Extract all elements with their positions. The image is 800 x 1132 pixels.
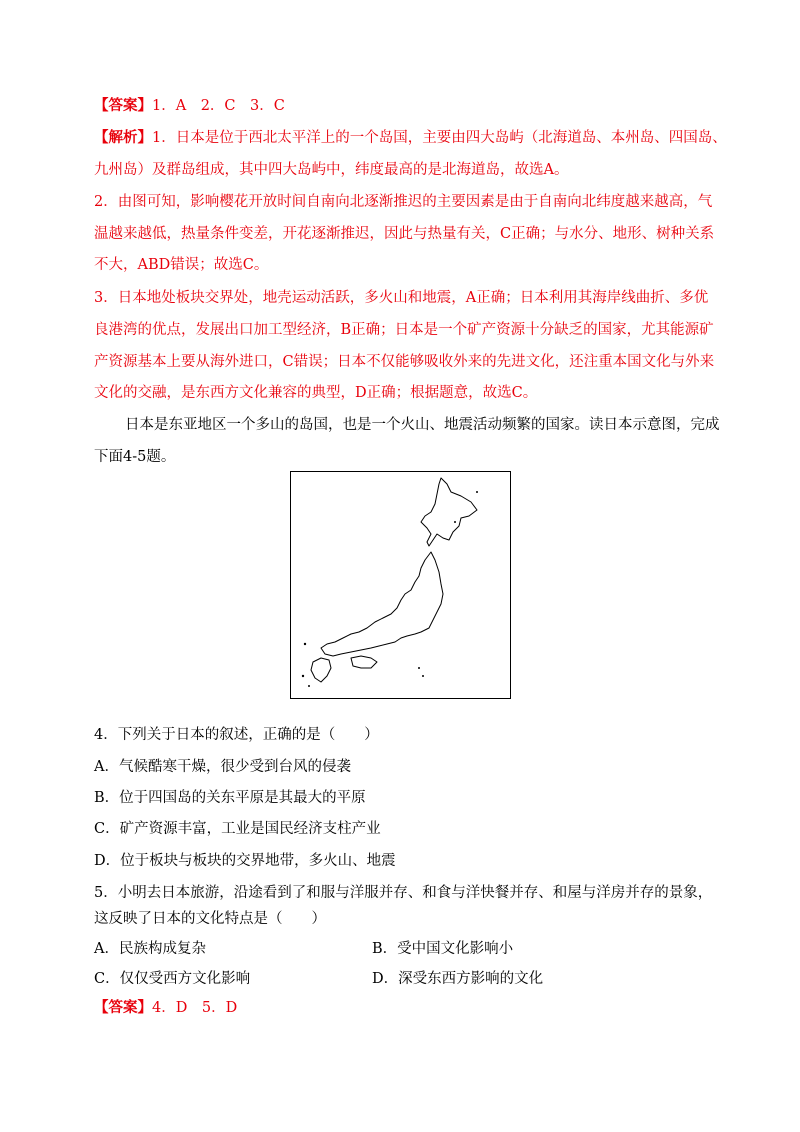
intro-line-1: 日本是东亚地区一个多山的岛国，也是一个火山、地震活动频繁的国家。读日本示意图，完成	[125, 417, 720, 433]
intro-line-2: 下面4-5题。	[94, 449, 176, 465]
japan-map-figure	[290, 471, 511, 699]
answer-line-2	[94, 998, 237, 1018]
analysis-line-9: 文化的交融，是东西方文化兼容的典型，D正确；根据题意，故选C。	[94, 385, 538, 401]
japan-outline-map-icon	[291, 472, 510, 698]
q4-stem: 4．下列关于日本的叙述，正确的是（ ）	[94, 727, 379, 743]
q5-options-row-1	[94, 939, 514, 959]
answer-text: 1．A 2．C 3．C	[152, 98, 285, 114]
analysis-line-7: 良港湾的优点，发展出口加工型经济，B正确；日本是一个矿产资源十分缺乏的国家，尤其能源矿	[94, 322, 714, 338]
q5-option-d: D．深受东西方影响的文化	[372, 971, 544, 987]
analysis-line-6: 3．日本地处板块交界处，地壳运动活跃，多火山和地震，A正确；日本利用其海岸线曲折、多优	[94, 290, 709, 306]
q5-options-row-2	[94, 969, 544, 989]
analysis-line-5: 不大，ABD错误；故选C。	[94, 257, 269, 273]
q4-option-c: C．矿产资源丰富，工业是国民经济支柱产业	[94, 821, 381, 837]
q4-option-b: B．位于四国岛的关东平原是其最大的平原	[94, 790, 366, 806]
analysis-tag: 【解析】	[94, 129, 152, 146]
answer-line-1	[94, 96, 285, 116]
analysis-line-2: 九州岛）及群岛组成，其中四大岛屿中，纬度最高的是北海道岛，故选A。	[94, 162, 569, 178]
analysis-line-3: 2．由图可知，影响樱花开放时间自南向北逐渐推迟的主要因素是由于自南向北纬度越来越高，气	[94, 194, 713, 210]
analysis-line-1	[94, 128, 727, 148]
answer2-text: 4．D 5．D	[152, 1000, 238, 1016]
q5-option-b: B．受中国文化影响小	[372, 941, 514, 957]
q5-option-a: A．民族构成复杂	[94, 941, 206, 957]
q5-stem-line-2: 这反映了日本的文化特点是（ ）	[94, 911, 326, 927]
q5-option-c: C．仅仅受西方文化影响	[94, 971, 251, 987]
analysis-line-8: 产资源基本上要从海外进口，C错误；日本不仅能够吸收外来的先进文化，还注重本国文化与外来	[94, 354, 715, 370]
answer-tag: 【答案】	[94, 97, 152, 114]
q4-option-a: A．气候酷寒干燥，很少受到台风的侵袭	[94, 759, 351, 775]
answer2-tag: 【答案】	[94, 999, 152, 1016]
analysis-line-4: 温越来越低，热量条件变差，开花逐渐推迟，因此与热量有关，C正确；与水分、地形、树种关系	[94, 226, 715, 242]
q4-option-d: D．位于板块与板块的交界地带，多火山、地震	[94, 853, 396, 869]
q5-stem-line-1: 5．小明去日本旅游，沿途看到了和服与洋服并存、和食与洋快餐并存、和屋与洋房并存的景象，	[94, 885, 713, 901]
analysis-text: 1．日本是位于西北太平洋上的一个岛国，主要由四大岛屿（北海道岛、本州岛、四国岛、	[152, 130, 727, 146]
